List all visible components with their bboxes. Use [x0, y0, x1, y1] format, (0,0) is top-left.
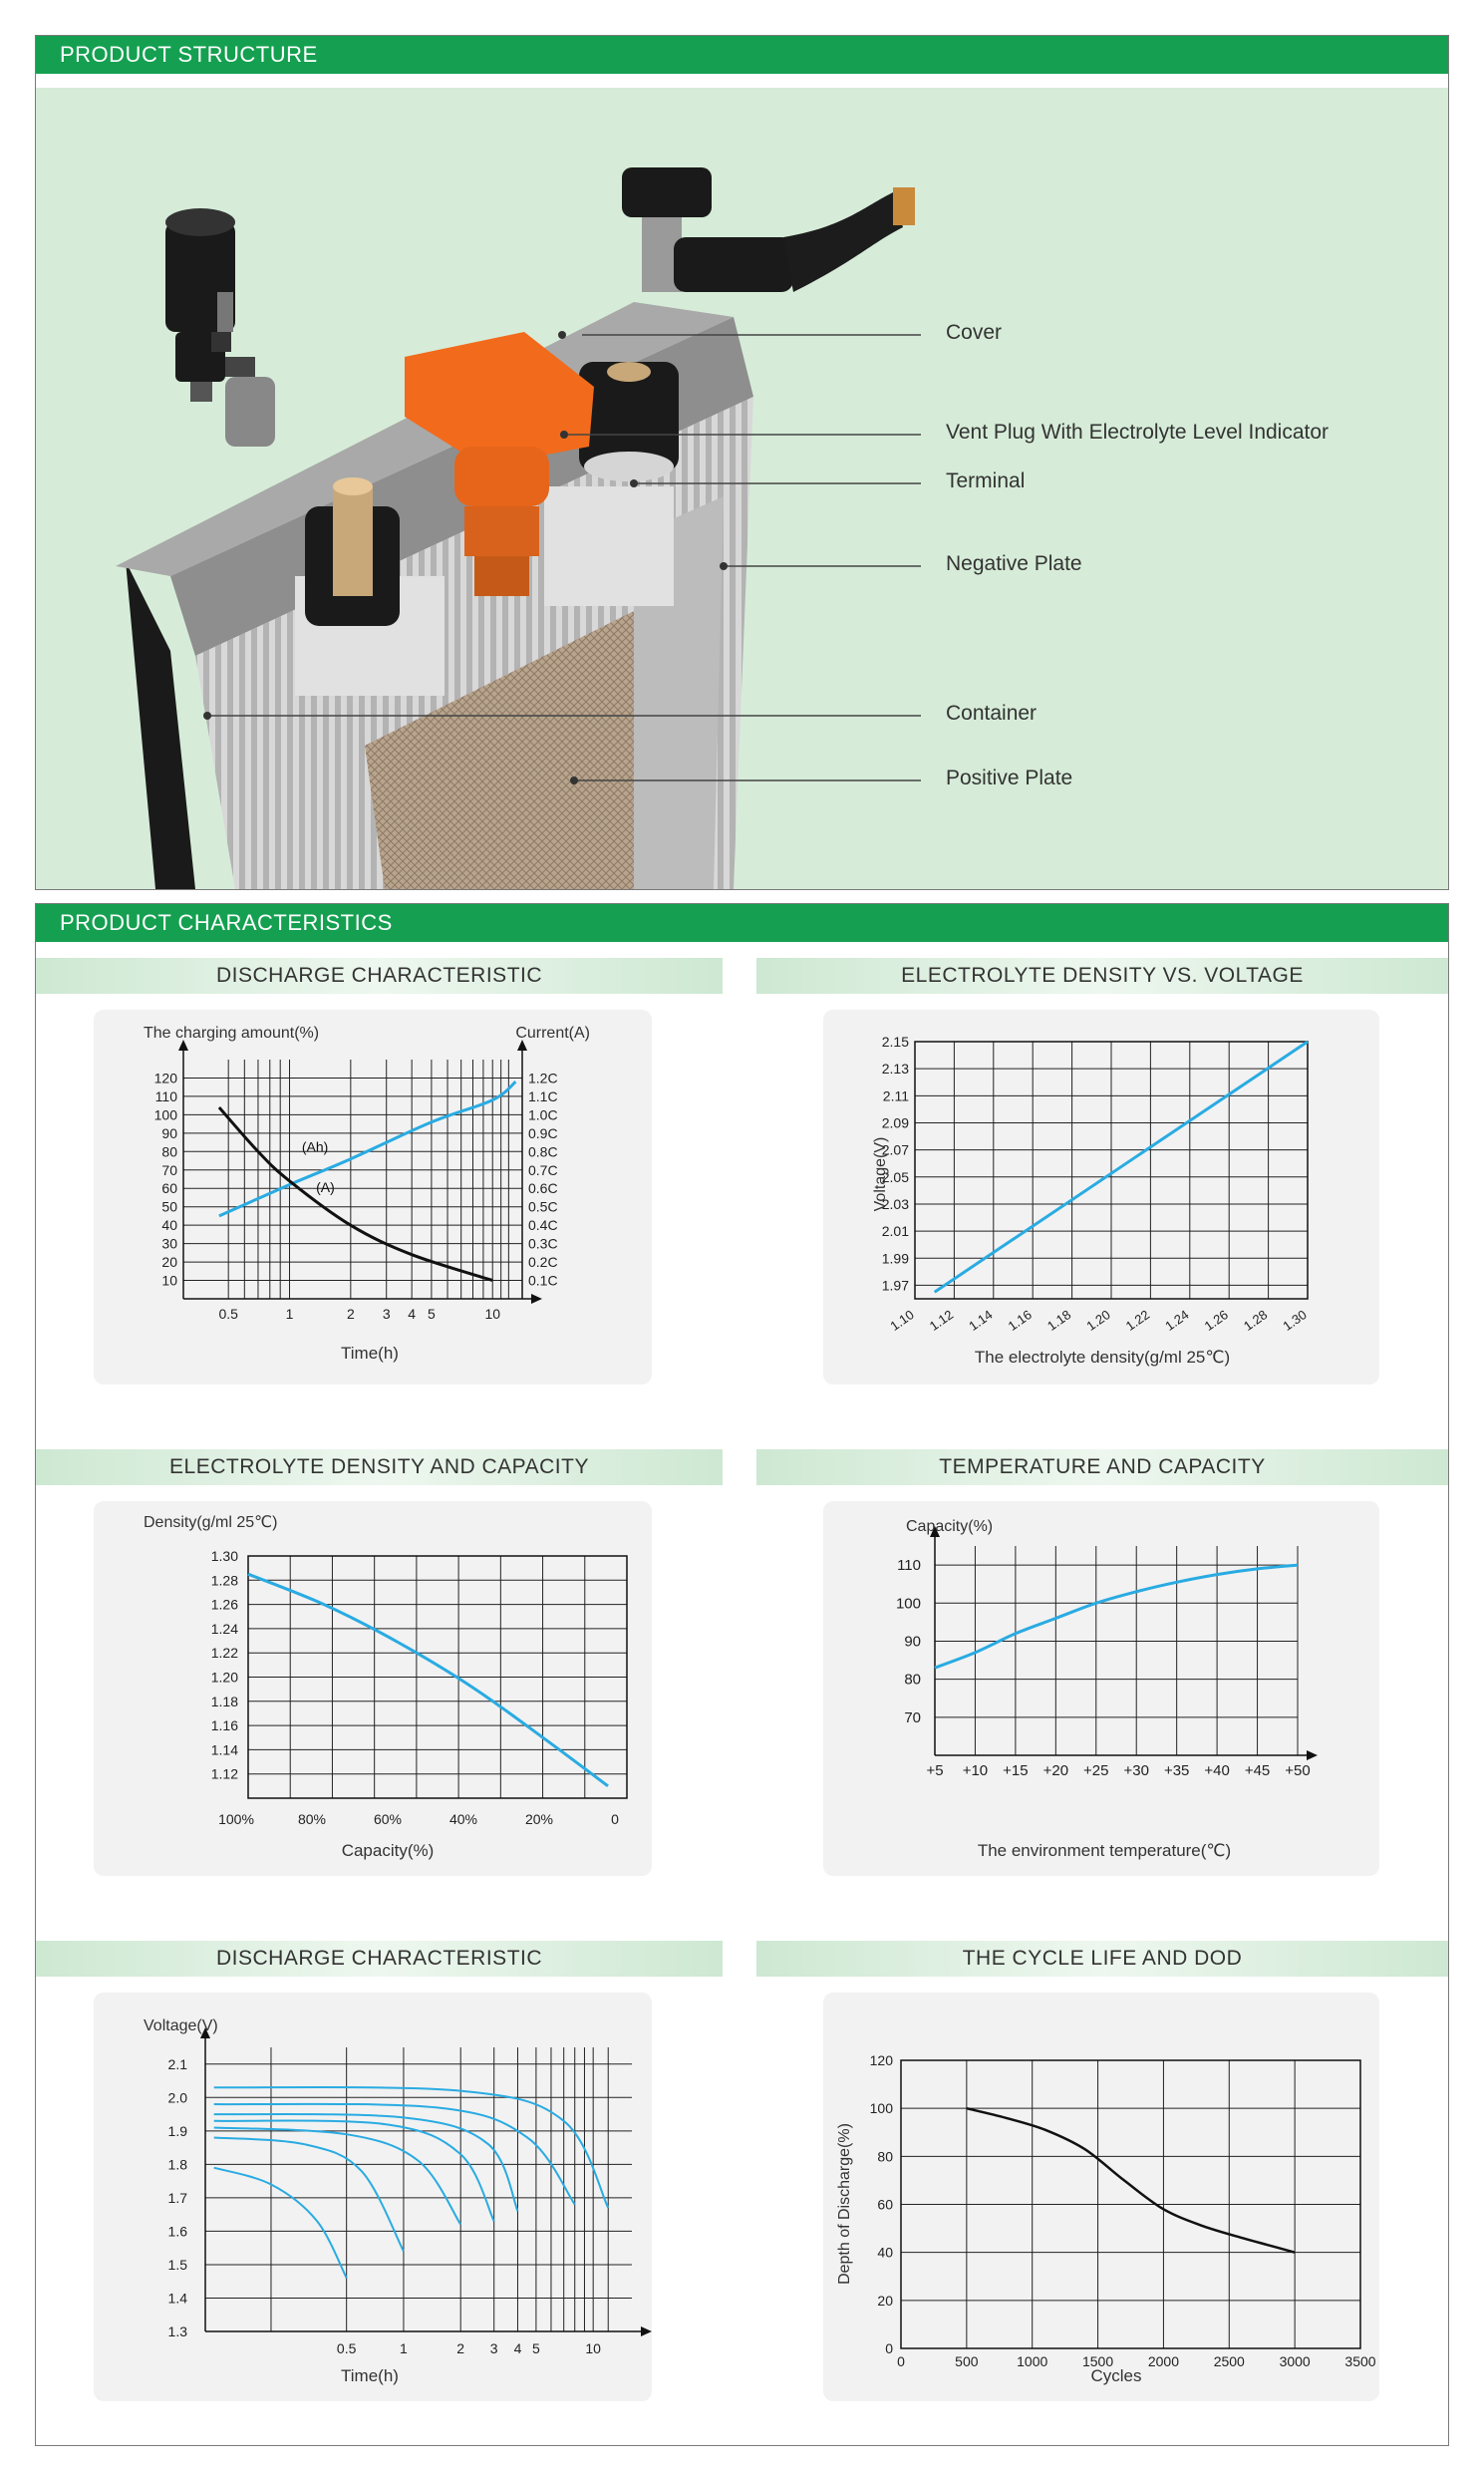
callout-terminal: Terminal [946, 469, 1026, 492]
discharge2-title: DISCHARGE CHARACTERISTIC [36, 1941, 723, 1977]
y-tick: 60 [877, 2196, 893, 2213]
series-line [935, 1565, 1298, 1668]
y-tick: 2.1 [167, 2055, 187, 2072]
y-tick: 120 [869, 2052, 893, 2068]
temp-capacity-card [823, 1501, 1379, 1876]
x-tick: 0.5 [336, 2340, 357, 2356]
y-tick: 110 [897, 1557, 921, 1575]
density-voltage-title: ELECTROLYTE DENSITY VS. VOLTAGE [756, 958, 1448, 994]
callout-cover: Cover [946, 321, 1003, 344]
y-tick: 0 [885, 2340, 893, 2356]
x-tick: 500 [955, 2353, 979, 2369]
y-tick: 1.3 [167, 2323, 187, 2339]
series-line [214, 2104, 575, 2205]
x-tick: 3000 [1279, 2353, 1311, 2369]
x-tick: 1.26 [1201, 1307, 1231, 1334]
x-label: Time(h) [341, 1344, 399, 1363]
y-label: Voltage(V) [872, 1136, 889, 1212]
series-label-ah: (Ah) [301, 1138, 329, 1155]
x-tick: 80% [297, 1811, 327, 1827]
y-tick: 80 [904, 1671, 921, 1689]
y-tick-left: 50 [161, 1198, 177, 1215]
y-tick: 1.7 [167, 2189, 187, 2206]
callout-positive-plate: Positive Plate [946, 767, 1073, 789]
terminal-block-right [544, 486, 674, 606]
y-tick-right: 0.5C [528, 1198, 558, 1215]
y-tick: 2.11 [882, 1087, 909, 1104]
callout-container: Container [946, 702, 1038, 725]
x-tick: +10 [962, 1762, 989, 1779]
cable-connector-part [622, 167, 915, 292]
x-tick: 5 [428, 1306, 436, 1322]
x-tick: 2500 [1213, 2353, 1245, 2369]
discharge2-card [94, 1993, 652, 2401]
discharge1-chart [94, 1010, 652, 1385]
y-tick-right: 0.3C [528, 1235, 558, 1252]
y-tick: 1.20 [210, 1669, 238, 1686]
callout-vent-plug: Vent Plug With Electrolyte Level Indicator [946, 421, 1330, 444]
y-tick-left: 70 [161, 1161, 177, 1178]
y-label: Voltage(V) [144, 2017, 218, 2034]
y-tick-left: 100 [153, 1106, 177, 1123]
x-tick: +35 [1163, 1762, 1190, 1779]
x-tick: 0.5 [218, 1306, 238, 1322]
x-tick: 0 [897, 2353, 905, 2369]
y-tick-left: 120 [153, 1070, 177, 1086]
y-tick-right: 0.7C [528, 1161, 558, 1178]
x-tick: 20% [524, 1811, 554, 1827]
x-label: The environment temperature(℃) [977, 1841, 1232, 1860]
y-tick: 1.99 [881, 1250, 909, 1267]
x-tick: +50 [1285, 1762, 1311, 1779]
y-tick: 1.22 [210, 1645, 238, 1662]
y-tick-right: 1.2C [528, 1070, 558, 1086]
x-tick: 3500 [1344, 2353, 1376, 2369]
x-tick: 1.12 [926, 1307, 957, 1334]
density-voltage-card [823, 1010, 1379, 1385]
x-arrow [641, 2326, 652, 2336]
y-tick: 2.15 [881, 1034, 909, 1050]
product-characteristics-section [35, 903, 1449, 2446]
series-line [214, 2138, 404, 2252]
y-label-right: Current(A) [515, 1025, 590, 1042]
y-tick: 70 [904, 1708, 921, 1726]
x-tick: 0 [611, 1811, 619, 1827]
x-label: Capacity(%) [341, 1841, 435, 1860]
battery-cutaway-illustration [36, 88, 1448, 889]
y-tick: 2.05 [881, 1168, 909, 1185]
y-tick-right: 1.1C [528, 1087, 558, 1104]
x-tick: 1500 [1081, 2353, 1114, 2369]
y-tick: 2.03 [881, 1195, 909, 1212]
pole-cap-part [165, 208, 275, 447]
y-tick-right: 1.0C [528, 1106, 558, 1123]
series-line [214, 2168, 347, 2279]
x-tick: +40 [1204, 1762, 1230, 1779]
y-tick-right: 0.9C [528, 1124, 558, 1141]
x-tick: 1.18 [1043, 1307, 1074, 1334]
x-tick: 100% [218, 1811, 254, 1827]
series-line [219, 1082, 516, 1216]
x-label: Cycles [1090, 2366, 1142, 2385]
y-tick: 1.97 [881, 1277, 909, 1294]
y-tick: 2.13 [881, 1061, 909, 1078]
series-label-a: (A) [316, 1178, 335, 1195]
x-label: Time(h) [341, 2366, 399, 2385]
temp-capacity-chart [823, 1501, 1379, 1876]
series-line [248, 1574, 608, 1786]
x-arrow [1307, 1750, 1318, 1760]
y-tick: 1.14 [210, 1741, 238, 1758]
density-voltage-chart [823, 1010, 1379, 1385]
product-structure-section [35, 35, 1449, 890]
y-label-left: The charging amount(%) [144, 1025, 320, 1042]
cycle-life-card [823, 1993, 1379, 2401]
x-tick: +45 [1244, 1762, 1271, 1779]
cycle-life-chart [823, 1993, 1379, 2401]
y-tick: 1.12 [210, 1765, 238, 1782]
y-tick-left: 110 [154, 1087, 177, 1104]
x-tick: 1 [400, 2340, 408, 2356]
y-tick-left: 30 [161, 1235, 177, 1252]
y-tick-left: 60 [161, 1180, 177, 1197]
y-tick: 90 [904, 1633, 921, 1651]
y-tick: 1.8 [167, 2156, 187, 2173]
x-tick: 1.16 [1005, 1307, 1035, 1334]
y-tick: 100 [869, 2100, 893, 2117]
x-arrow [531, 1294, 542, 1304]
x-tick: 3 [489, 2340, 498, 2356]
x-tick: 1000 [1017, 2353, 1048, 2369]
discharge1-card [94, 1010, 652, 1385]
x-tick: 1.28 [1240, 1307, 1271, 1334]
x-tick: 2 [346, 1306, 355, 1322]
product-structure-title: PRODUCT STRUCTURE [36, 36, 1448, 74]
x-tick: 1.10 [887, 1307, 917, 1334]
y-tick-right: 0.1C [528, 1272, 558, 1289]
x-tick: 10 [484, 1306, 501, 1322]
x-tick: 2 [456, 2340, 465, 2356]
y-tick: 1.26 [210, 1596, 238, 1613]
y-tick-right: 0.4C [528, 1217, 558, 1234]
x-tick: 4 [408, 1306, 417, 1322]
y-tick: 40 [877, 2244, 893, 2261]
y-tick: 1.28 [210, 1572, 238, 1589]
y-tick: 2.0 [167, 2089, 187, 2106]
y-tick: 100 [895, 1595, 921, 1613]
y-label: Capacity(%) [906, 1518, 994, 1535]
x-tick: 40% [448, 1811, 478, 1827]
y-tick: 1.16 [210, 1717, 238, 1734]
x-tick: +5 [926, 1762, 944, 1779]
x-tick: 1.30 [1280, 1307, 1310, 1334]
x-tick: +15 [1003, 1762, 1029, 1779]
y-tick: 1.30 [210, 1548, 238, 1564]
density-capacity-title: ELECTROLYTE DENSITY AND CAPACITY [36, 1449, 723, 1485]
x-tick: 10 [585, 2340, 601, 2356]
y-tick: 1.5 [167, 2256, 187, 2273]
x-tick: 1.20 [1083, 1307, 1113, 1334]
x-tick: 5 [532, 2340, 540, 2356]
discharge1-title: DISCHARGE CHARACTERISTIC [36, 958, 723, 994]
x-tick: 2000 [1147, 2353, 1180, 2369]
y-tick: 1.18 [210, 1693, 238, 1709]
y-tick-left: 10 [161, 1272, 177, 1289]
y-tick: 1.9 [167, 2122, 187, 2139]
x-tick: +30 [1123, 1762, 1149, 1779]
terminal-right [579, 362, 679, 481]
y-tick-right: 0.2C [528, 1254, 558, 1271]
x-tick: +25 [1083, 1762, 1109, 1779]
x-tick: 1.14 [966, 1307, 996, 1334]
series-line [967, 2108, 1295, 2253]
x-tick: 1 [285, 1306, 294, 1322]
y-tick-right: 0.8C [528, 1143, 558, 1160]
y-label: Density(g/ml 25℃) [144, 1514, 278, 1531]
x-tick: 1.22 [1122, 1307, 1153, 1334]
y-tick-left: 20 [161, 1254, 177, 1271]
y-tick: 1.4 [167, 2290, 187, 2307]
x-tick: 1.24 [1162, 1307, 1192, 1334]
y-tick: 1.6 [167, 2223, 187, 2240]
y-tick: 20 [877, 2292, 893, 2309]
discharge2-chart [94, 1993, 652, 2401]
x-tick: 3 [382, 1306, 391, 1322]
y-tick-left: 80 [161, 1143, 177, 1160]
x-label: The electrolyte density(g/ml 25℃) [974, 1348, 1231, 1367]
y-tick-left: 90 [161, 1124, 177, 1141]
product-characteristics-title: PRODUCT CHARACTERISTICS [36, 904, 1448, 942]
callout-negative-plate: Negative Plate [946, 552, 1082, 575]
y-tick-left: 40 [161, 1217, 177, 1234]
battery-cutaway-drawing [36, 88, 1448, 889]
x-tick: +20 [1042, 1762, 1069, 1779]
x-tick: 4 [513, 2340, 522, 2356]
x-tick: 60% [373, 1811, 403, 1827]
y-tick: 2.01 [881, 1223, 909, 1240]
density-capacity-card [94, 1501, 652, 1876]
series-line [935, 1042, 1308, 1292]
y-tick-right: 0.6C [528, 1180, 558, 1197]
y-tick: 2.09 [881, 1114, 909, 1131]
cycle-life-title: THE CYCLE LIFE AND DOD [756, 1941, 1448, 1977]
temp-capacity-title: TEMPERATURE AND CAPACITY [756, 1449, 1448, 1485]
density-capacity-chart [94, 1501, 652, 1876]
y-label: Depth of Discharge(%) [836, 2123, 853, 2285]
y-tick: 80 [877, 2148, 893, 2165]
y-tick: 1.24 [210, 1620, 238, 1637]
y-tick: 2.07 [881, 1141, 909, 1158]
